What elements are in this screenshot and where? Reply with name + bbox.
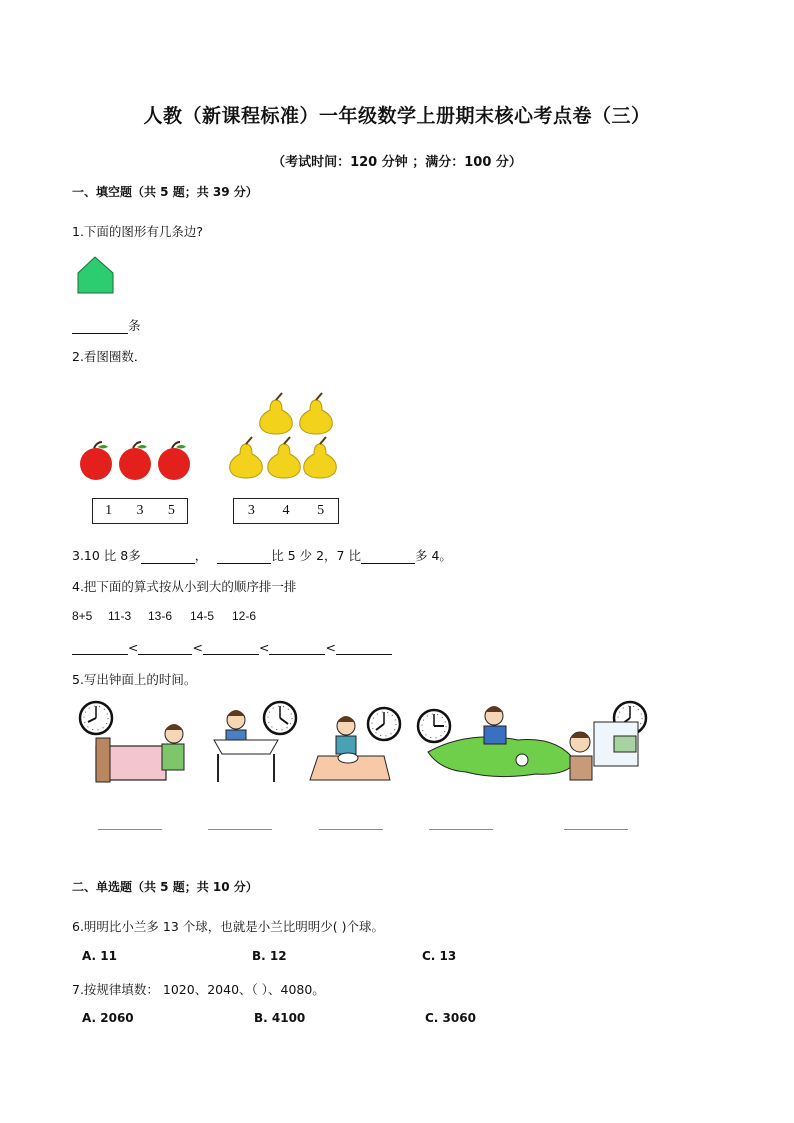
- time-answer-line[interactable]: [98, 829, 162, 830]
- house-pentagon-figure: [76, 255, 116, 295]
- choice-number[interactable]: 1: [105, 503, 113, 518]
- apple-icon: [119, 442, 151, 480]
- section-fill-in-heading: 一、填空题（共 5 题；共 39 分）: [72, 185, 258, 199]
- answer-blank[interactable]: [141, 549, 195, 564]
- time-answer-line[interactable]: [319, 829, 383, 830]
- option-b[interactable]: B. 4100: [254, 1011, 306, 1025]
- question-3-text-b: ，: [194, 548, 208, 563]
- answer-blank[interactable]: [269, 640, 325, 655]
- pear-icon: [300, 400, 333, 434]
- question-3: [72, 546, 452, 564]
- clock-icon: [80, 702, 112, 734]
- less-than-sign: <: [192, 640, 203, 655]
- answer-blank[interactable]: [72, 640, 128, 655]
- apple-icon: [80, 442, 112, 480]
- apple-number-choices: [92, 498, 188, 524]
- option-b[interactable]: B. 12: [252, 949, 287, 963]
- question-7-text: 7.按规律填数： 1020、2040、（ ）、4080。: [72, 982, 325, 997]
- section-single-choice-heading: 二、单选题（共 5 题；共 10 分）: [72, 880, 258, 894]
- option-a[interactable]: A. 11: [82, 949, 117, 963]
- choice-number[interactable]: 5: [317, 503, 325, 518]
- option-a[interactable]: A. 2060: [82, 1011, 134, 1025]
- ball-icon: [516, 754, 528, 766]
- time-answer-line[interactable]: [429, 829, 493, 830]
- time-answer-line[interactable]: [208, 829, 272, 830]
- answer-blank[interactable]: [203, 640, 259, 655]
- pear-icon: [304, 444, 337, 478]
- pear-number-choices: [233, 498, 339, 524]
- time-answer-line[interactable]: [564, 829, 628, 830]
- less-than-sign: <: [325, 640, 336, 655]
- question-4-text: 4.把下面的算式按从小到大的顺序排一排: [72, 579, 297, 594]
- pear-icon: [260, 400, 293, 434]
- answer-blank[interactable]: [138, 640, 192, 655]
- answer-blank[interactable]: [217, 549, 271, 564]
- choice-number[interactable]: 3: [247, 503, 255, 518]
- expression: 8+5: [72, 609, 93, 623]
- question-5-text: 5.写出钟面上的时间。: [72, 672, 197, 687]
- expression: 12-6: [232, 609, 257, 623]
- question-3-text-c: 比 5 少 2，7 比: [271, 548, 361, 563]
- expression: 13-6: [148, 609, 173, 623]
- question-1-text: 1.下面的图形有几条边?: [72, 224, 204, 239]
- question-3-text-a: 3.10 比 8多: [72, 548, 141, 563]
- clock-icon: [418, 710, 450, 742]
- option-c[interactable]: C. 13: [422, 949, 457, 963]
- answer-blank[interactable]: [336, 640, 392, 655]
- apple-icon: [158, 442, 190, 480]
- clock-icon: [264, 702, 296, 734]
- question-6-text: 6.明明比小兰多 13 个球，也就是小兰比明明少( )个球。: [72, 919, 385, 934]
- expressions-row: [72, 609, 372, 623]
- pear-icon: [268, 444, 301, 478]
- desk-icon: [214, 740, 278, 754]
- expression: 11-3: [108, 609, 132, 623]
- apples-picture: [74, 390, 204, 490]
- page-title: 人教（新课程标准）一年级数学上册期末核心考点卷（三）: [143, 105, 651, 127]
- pear-icon: [230, 444, 263, 478]
- option-c[interactable]: C. 3060: [425, 1011, 476, 1025]
- choice-number[interactable]: 3: [136, 503, 144, 518]
- less-than-sign: <: [258, 640, 270, 655]
- clock-icon: [368, 708, 400, 740]
- exam-info: （考试时间：120 分钟 ；满分：100 分）: [272, 155, 522, 170]
- pears-picture: [228, 390, 344, 490]
- unit-label: 条: [128, 318, 141, 333]
- clock-scenes-picture: [74, 696, 654, 790]
- question-3-text-d: 多 4。: [415, 548, 452, 563]
- choice-number[interactable]: 5: [167, 503, 175, 518]
- question-1-answer: [72, 316, 141, 334]
- choice-number[interactable]: 4: [282, 503, 290, 518]
- answer-blank[interactable]: [361, 549, 415, 564]
- less-than-sign: <: [128, 640, 139, 655]
- question-2-text: 2.看图圈数．: [72, 349, 147, 364]
- ordering-blanks: [72, 640, 392, 655]
- answer-blank[interactable]: [72, 319, 128, 334]
- expression: 14-5: [190, 609, 215, 623]
